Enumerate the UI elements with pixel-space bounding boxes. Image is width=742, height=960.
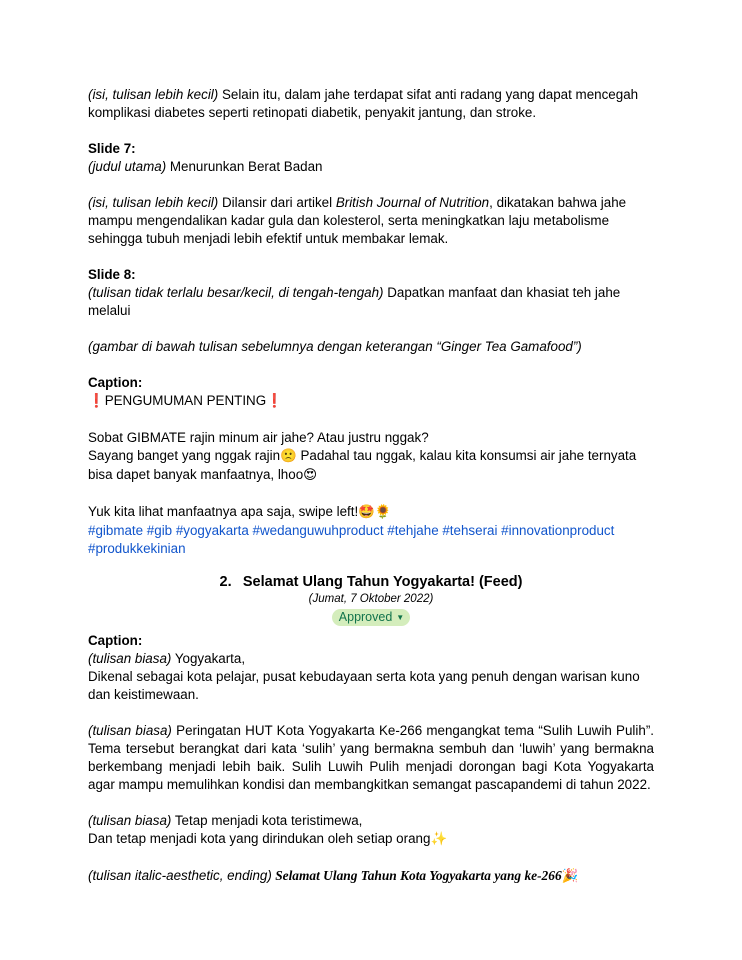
chevron-down-icon: ▼ (396, 613, 405, 622)
ending-text: Selamat Ulang Tahun Kota Yogyakarta yang ke-266 (271, 868, 562, 883)
title-text: Menurunkan Berat Badan (166, 159, 323, 174)
paragraph-text: mampu mengendalikan kadar gula dan kolesterol, serta meningkatkan laju metabolisme (88, 213, 610, 228)
content-note: (isi, tulisan lebih kecil) (88, 87, 219, 102)
sad-face-icon: 🙁 (280, 449, 297, 464)
caption-cta (88, 503, 654, 522)
section-heading: 2. Selamat Ulang Tahun Yogyakarta! (Feed) (219, 574, 523, 590)
image-note: (gambar di bawah tulisan sebelumnya dengan keterangan “Ginger Tea Gamafood”) (88, 339, 582, 354)
caption-paragraph-1 (88, 650, 654, 704)
post-date: (Jumat, 7 Oktober 2022) (308, 593, 434, 605)
document-page (88, 86, 654, 886)
title-note: (judul utama) (88, 159, 167, 174)
content-note: (isi, tulisan lebih kecil) (88, 195, 219, 210)
slide-7-title (88, 158, 654, 176)
star-struck-icon: 🤩 (358, 505, 375, 520)
caption-line: bisa dapet banyak manfaatnya, lhoo (88, 467, 304, 482)
caption-line: Peringatan HUT Kota Yogyakarta Ke-266 mengangkat tema “Sulih Luwih Pulih”. Tema tersebut berangkat dari kata ‘sulih’ yang bermakna sembuh dan ‘luwih’ yang bermakna berkembang menjadi lebih baik. Sulih Luwih Pulih menjadi dorongan bagi Kota Yogyakarta agar mampu memulihkan kondisi dan membangkitkan semangat pascapandemi di tahun 2022. (88, 723, 655, 792)
hashtags[interactable] (88, 522, 654, 558)
style-note: (tulisan biasa) (88, 651, 172, 666)
slide-8-text (88, 284, 654, 320)
paragraph-text: , dikatakan bahwa jahe (489, 195, 627, 210)
caption-paragraph-3 (88, 812, 654, 849)
source-title: British Journal of Nutrition (335, 195, 490, 210)
caption-line: Padahal tau nggak, kalau kita konsumsi air jahe ternyata (296, 448, 637, 463)
party-popper-icon: 🎉 (561, 869, 579, 884)
announcement-text: PENGUMUMAN PENTING (104, 393, 267, 408)
caption-ending (88, 867, 654, 886)
caption-line: Yuk kita lihat manfaatnya apa saja, swipe left! (88, 504, 359, 519)
caption-line: dan keistimewaan. (88, 687, 199, 702)
hashtag-line[interactable]: #produkkekinian (88, 541, 186, 556)
slide-8-label: Slide 8: (88, 267, 136, 282)
caption-paragraph-2 (88, 722, 654, 794)
paragraph-text: Selain itu, dalam jahe terdapat sifat anti radang yang dapat mencegah (218, 87, 639, 102)
sparkles-icon: ✨ (430, 832, 448, 847)
caption-line: Dan tetap menjadi kota yang dirindukan oleh setiap orang (88, 831, 431, 846)
caption-text (88, 429, 654, 485)
sunflower-icon: 🌻 (374, 505, 392, 520)
benefit-paragraph (88, 86, 654, 122)
slide-7-label: Slide 7: (88, 141, 136, 156)
paragraph-text: melalui (88, 303, 131, 318)
caption-line: Dikenal sebagai kota pelajar, pusat kebudayaan serta kota yang penuh dengan warisan kuno (88, 669, 640, 684)
paragraph-text: Dapatkan manfaat dan khasiat teh jahe (383, 285, 621, 300)
caption-line: Tetap menjadi kota teristimewa, (171, 813, 363, 828)
status-label: Approved (338, 610, 393, 624)
size-note: (tulisan tidak terlalu besar/kecil, di tengah-tengah) (88, 285, 384, 300)
paragraph-text: Dilansir dari artikel (218, 195, 336, 210)
style-note: (tulisan italic-aesthetic, ending) (88, 868, 272, 883)
caption-line: Sayang banget yang nggak rajin (88, 448, 281, 463)
approval-status-chip[interactable] (332, 609, 410, 626)
paragraph-text: sehingga tubuh menjadi lebih efektif untuk membakar lemak. (88, 231, 449, 246)
caption-line: Yogyakarta, (171, 651, 246, 666)
hashtag-line[interactable]: #gibmate #gib #yogyakarta #wedanguwuhproduct #tehjahe #tehserai #innovationproduct (88, 523, 615, 538)
slide-7-body (88, 194, 654, 248)
caption-label: Caption: (88, 375, 143, 390)
style-note: (tulisan biasa) (88, 723, 172, 738)
exclamation-icon: ❗ (88, 394, 105, 409)
exclamation-icon: ❗ (266, 394, 283, 409)
heart-eyes-icon: 😍 (303, 468, 318, 483)
paragraph-text: komplikasi diabetes seperti retinopati diabetik, penyakit jantung, dan stroke. (88, 105, 537, 120)
announcement-line (88, 392, 654, 411)
caption-line: Sobat GIBMATE rajin minum air jahe? Atau justru nggak? (88, 430, 429, 445)
caption-label: Caption: (88, 633, 143, 648)
style-note: (tulisan biasa) (88, 813, 172, 828)
